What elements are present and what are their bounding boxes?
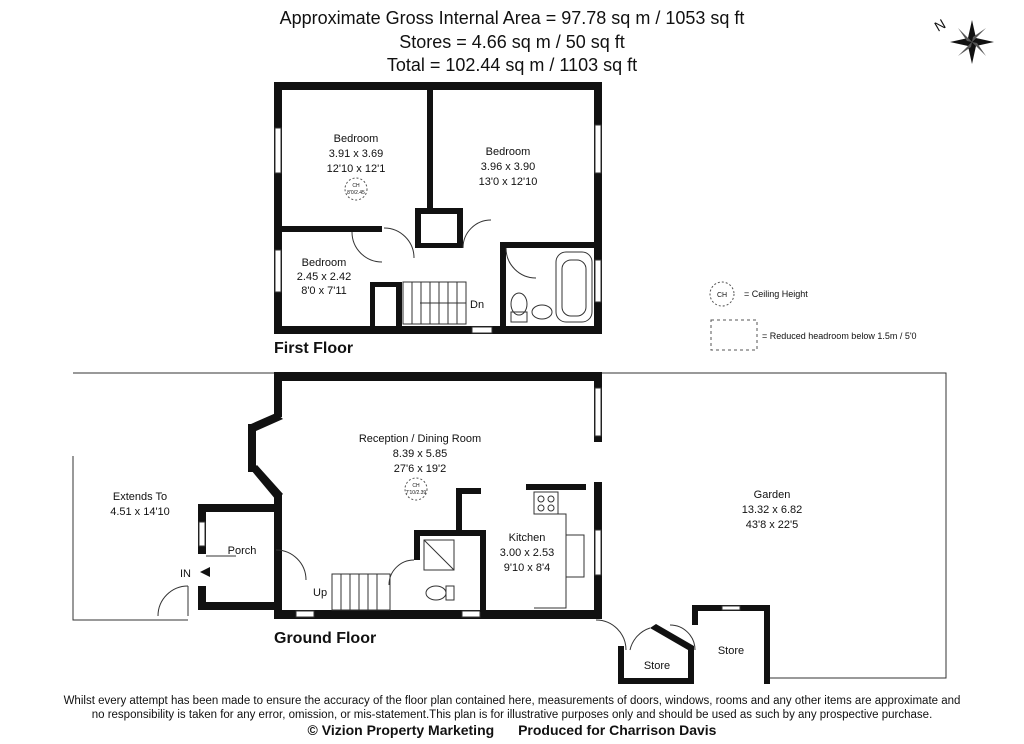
first-floor-label: First Floor (274, 340, 354, 357)
entry-label: IN (180, 568, 191, 580)
ceiling-height-marker (345, 178, 367, 200)
compass-rose-icon (932, 16, 995, 64)
ceiling-height-marker (405, 478, 427, 500)
legend-reduced-headroom-symbol (711, 320, 757, 350)
copyright-text: © Vizion Property Marketing (307, 722, 495, 738)
bedroom-1-ceiling-height: 8'0/2.45 (347, 190, 365, 196)
credits (0, 722, 1024, 738)
kitchen-imperial: 9'10 x 8'4 (503, 562, 551, 574)
ground-floor-plan (73, 372, 946, 684)
legend-ch-symbol: CH (716, 292, 728, 299)
total-area-line: Total = 102.44 sq m / 1103 sq ft (386, 55, 638, 75)
garden-imperial: 43'8 x 22'5 (745, 519, 799, 531)
bedroom-1-name: Bedroom (333, 133, 379, 145)
garden-metric: 13.32 x 6.82 (741, 504, 803, 516)
legend-reduced-headroom-text: = Reduced headroom below 1.5m / 5'0 (762, 331, 917, 341)
entry-arrow-icon (200, 567, 210, 577)
bedroom-1-imperial: 12'10 x 12'1 (326, 163, 386, 175)
extends-name: Extends To (112, 491, 168, 503)
bedroom-2-metric: 3.96 x 3.90 (480, 161, 536, 173)
ground-floor-label: Ground Floor (274, 630, 377, 647)
disclaimer (0, 694, 1024, 722)
stores-area-line: Stores = 4.66 sq m / 50 sq ft (399, 32, 625, 52)
bedroom-3-imperial: 8'0 x 7'11 (301, 285, 347, 297)
bedroom-1-metric: 3.91 x 3.69 (328, 148, 384, 160)
store-left-name: Store (643, 660, 671, 672)
first-floor-stairs-label: Dn (470, 299, 485, 311)
reception-ceiling-height: 7'10/2.39 (405, 490, 427, 496)
kitchen-name: Kitchen (508, 532, 546, 544)
reception-metric: 8.39 x 5.85 (392, 448, 448, 460)
first-floor-plan (274, 82, 602, 334)
produced-for-text: Produced for Charrison Davis (518, 722, 717, 738)
reception-imperial: 27'6 x 19'2 (393, 463, 447, 475)
garden-name: Garden (753, 489, 791, 501)
compass-north-label: N (931, 15, 949, 35)
bedroom-3-name: Bedroom (301, 257, 347, 269)
ground-floor-stairs-label: Up (313, 587, 328, 599)
reception-name: Reception / Dining Room (358, 433, 482, 445)
store-right-name: Store (717, 645, 745, 657)
legend (710, 282, 917, 350)
bedroom-2-imperial: 13'0 x 12'10 (478, 176, 538, 188)
kitchen-metric: 3.00 x 2.53 (499, 547, 555, 559)
gross-area-line: Approximate Gross Internal Area = 97.78 sq m / 1053 sq ft (279, 8, 745, 28)
bedroom-2-name: Bedroom (485, 146, 531, 158)
disclaimer-line-1: Whilst every attempt has been made to ensure the accuracy of the floor plan contained here, measurements of doors, windows, rooms and any other items are approximate and (63, 695, 961, 707)
porch-name: Porch (227, 545, 257, 557)
reception-ceiling-symbol: CH (412, 483, 420, 489)
legend-ceiling-height-text: = Ceiling Height (744, 289, 808, 299)
disclaimer-line-2: no responsibility is taken for any error, omission, or mis-statement.This plan is for illustrative purposes only and should be used as such by any prospective purchase. (91, 709, 933, 721)
ceiling-marker-symbol: CH (352, 183, 360, 189)
extends-metric: 4.51 x 14'10 (110, 506, 170, 518)
bedroom-3-metric: 2.45 x 2.42 (296, 271, 352, 283)
